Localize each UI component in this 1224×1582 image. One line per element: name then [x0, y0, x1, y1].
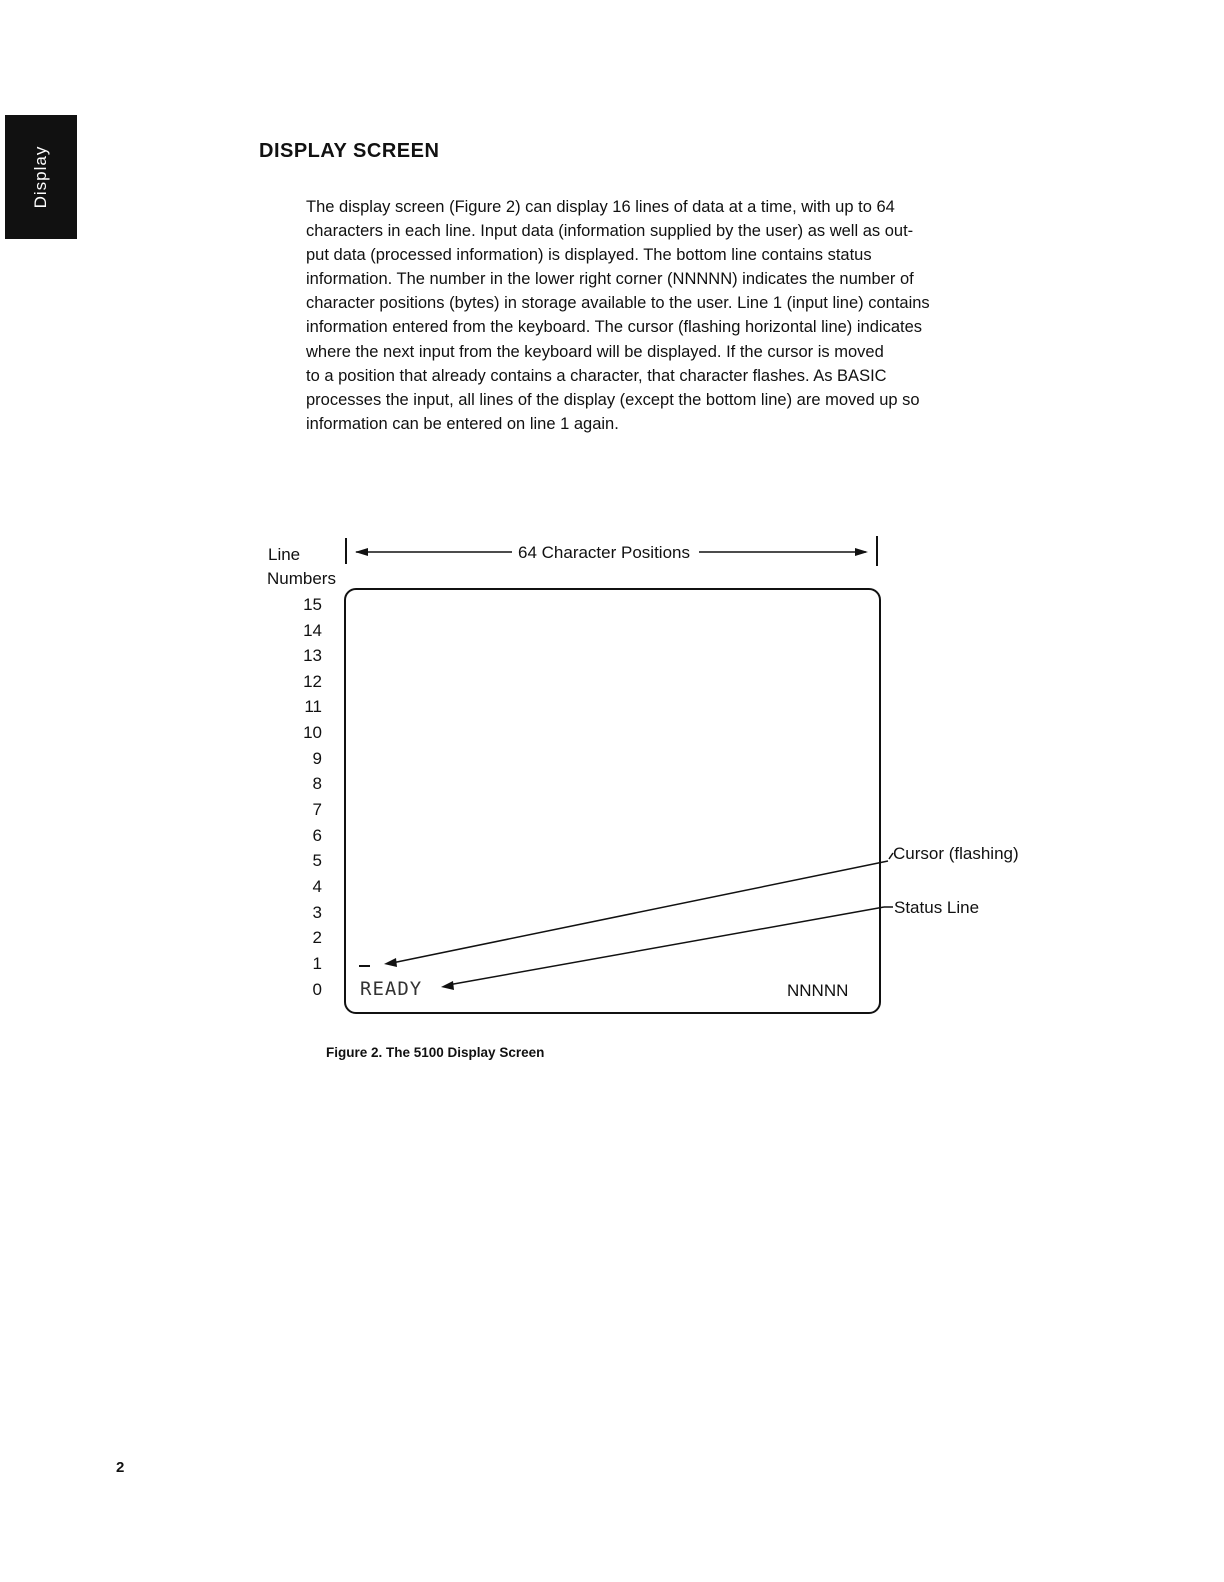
cursor-callout-arrow-head	[384, 958, 397, 967]
numbers-label: Numbers	[267, 569, 336, 588]
cursor-callout-tick	[889, 853, 893, 859]
line-number: 2	[312, 928, 322, 947]
status-callout-arrow-head	[441, 981, 454, 990]
cursor-callout-label: Cursor (flashing)	[893, 844, 1019, 863]
figure-caption: Figure 2. The 5100 Display Screen	[326, 1045, 545, 1060]
line-number: 3	[312, 903, 322, 922]
paragraph-line: information. The number in the lower right corner (NNNNN) indicates the number of	[306, 270, 914, 289]
line-number: 5	[312, 851, 322, 870]
section-tab-label: Display	[31, 145, 50, 209]
line-number: 1	[312, 954, 322, 973]
paragraph-line: where the next input from the keyboard will be displayed. If the cursor is moved	[306, 342, 884, 361]
line-number: 11	[304, 697, 322, 716]
character-positions-label: 64 Character Positions	[515, 543, 693, 563]
line-number: 4	[312, 877, 322, 896]
line-number: 13	[303, 646, 322, 665]
paragraph-line: The display screen (Figure 2) can display 16 lines of data at a time, with up to 64	[306, 198, 895, 216]
line-number: 14	[303, 621, 322, 640]
line-number: 10	[303, 723, 322, 742]
line-number: 12	[303, 672, 322, 691]
line-number: 8	[312, 774, 322, 793]
paragraph-line: to a position that already contains a character, that character flashes. As BASIC	[306, 366, 887, 385]
section-title: DISPLAY SCREEN	[259, 140, 440, 162]
status-line-callout-label: Status Line	[894, 898, 980, 917]
line-number: 15	[303, 595, 322, 614]
paragraph-line: characters in each line. Input data (information supplied by the user) as well as out-	[306, 222, 914, 241]
line-number: 9	[312, 749, 322, 768]
paragraph-line: information entered from the keyboard. The cursor (flashing horizontal line) indicates	[306, 318, 923, 337]
paragraph-line: processes the input, all lines of the display (except the bottom line) are moved up so	[306, 390, 920, 409]
paragraph-line: character positions (bytes) in storage available to the user. Line 1 (input line) contains	[306, 294, 930, 313]
line-number: 0	[312, 980, 322, 999]
width-arrow-left-head	[355, 548, 368, 556]
width-arrow-right-head	[855, 548, 868, 556]
cursor-callout-arrow-line	[392, 861, 888, 963]
paragraph-line: put data (processed information) is displayed. The bottom line contains status	[306, 246, 872, 265]
line-number: 6	[312, 826, 322, 845]
status-callout-arrow-line	[448, 907, 884, 985]
line-label: Line	[268, 545, 301, 564]
storage-available-indicator: NNNNN	[787, 981, 849, 1000]
paragraph-line: information can be entered on line 1 again.	[306, 414, 619, 433]
page-number: 2	[116, 1459, 125, 1476]
line-number: 7	[312, 800, 322, 819]
status-ready-text: READY	[360, 978, 423, 1000]
